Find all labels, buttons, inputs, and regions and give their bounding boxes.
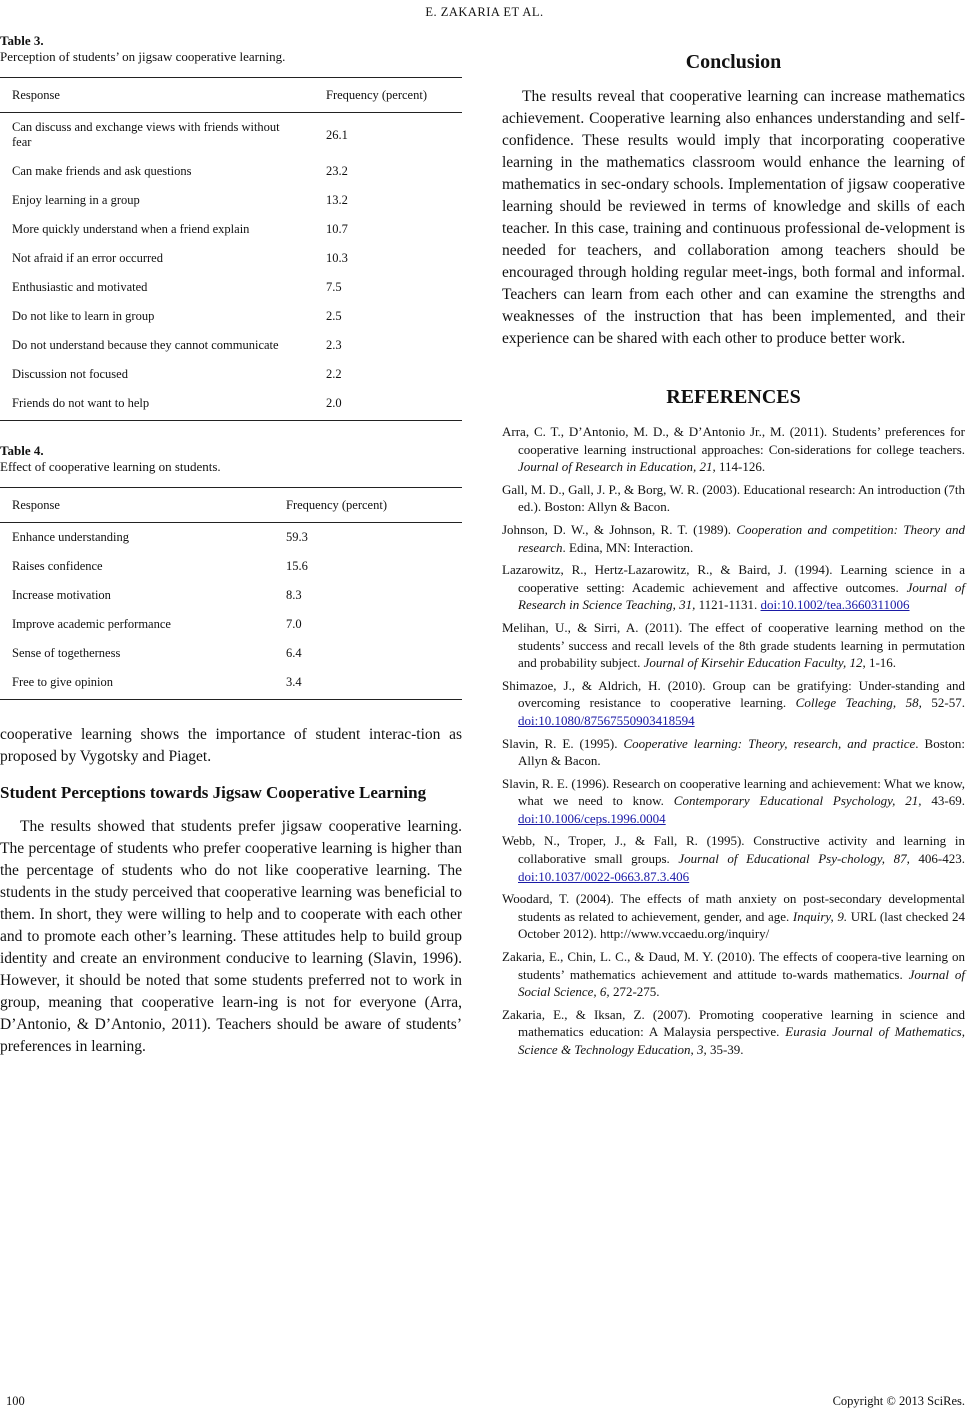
table-row bbox=[0, 360, 462, 389]
table3-header-frequency: Frequency (percent) bbox=[314, 78, 462, 113]
response-cell: Friends do not want to help bbox=[0, 389, 314, 421]
reference-pages: 52-57. bbox=[921, 695, 965, 711]
reference-source: Inquiry, 9. bbox=[792, 908, 848, 924]
frequency-cell: 7.5 bbox=[326, 280, 342, 294]
reference-pages: 1121-1131. bbox=[695, 597, 761, 613]
reference-pages: . Edina, MN: Interaction. bbox=[562, 539, 694, 555]
frequency-cell: 7.0 bbox=[286, 617, 302, 631]
table4-body bbox=[0, 523, 462, 700]
doi-link[interactable]: doi:10.1006/ceps.1996.0004 bbox=[518, 810, 666, 826]
table4 bbox=[0, 487, 462, 700]
reference-pages: 406-423. bbox=[909, 851, 965, 867]
table-row bbox=[0, 215, 462, 244]
table-row bbox=[0, 331, 462, 360]
frequency-cell: 6.4 bbox=[286, 646, 302, 660]
response-cell: Discussion not focused bbox=[12, 367, 128, 381]
table4-header-response: Response bbox=[0, 488, 274, 523]
frequency-cell: 26.1 bbox=[326, 127, 348, 142]
frequency-cell: 15.6 bbox=[286, 559, 308, 573]
table-row bbox=[0, 113, 462, 158]
reference-source: Journal of Kirsehir Education Faculty, 12, bbox=[643, 655, 866, 671]
frequency-cell: 8.3 bbox=[286, 588, 302, 602]
reference-pages: 35-39. bbox=[706, 1042, 744, 1057]
table-row bbox=[0, 581, 462, 610]
references-title: REFERENCES bbox=[666, 386, 801, 408]
response-cell: Do not understand because they cannot communicate bbox=[12, 338, 279, 352]
references-list bbox=[502, 423, 965, 1059]
reference-item bbox=[502, 521, 965, 556]
doi-link[interactable]: doi:10.1080/87567550903418594 bbox=[518, 712, 695, 728]
table-row bbox=[0, 186, 462, 215]
table-row bbox=[0, 389, 462, 421]
frequency-cell: 2.3 bbox=[326, 338, 342, 352]
table4-header-row bbox=[0, 488, 462, 523]
perceptions-paragraph: The results showed that students prefer jigsaw cooperative learning. The percentage of students who prefer cooperative learning is higher than the percentage of students who do not like cooperative learning. The students in the study perceived that cooperative learning was beneficial to them. In short, they were willing to help and to cooperate with each other and to promote each other’s learning. These attitudes help to build group identity and create an environment conducive to learning (Slavin, 1996). However, it should be noted that some students preferred not to work in group, meaning that cooperative learn-ing is not for everyone (Arra, D’Antonio, & D’Antonio, 2011). Teachers should be aware of students’ preferences in learning. bbox=[0, 818, 462, 1055]
table-row bbox=[0, 523, 462, 553]
copyright-notice: Copyright © 2013 SciRes. bbox=[832, 1394, 965, 1408]
table-row bbox=[0, 244, 462, 273]
left-column bbox=[0, 28, 462, 1058]
frequency-cell: 10.7 bbox=[326, 222, 348, 236]
continuation-paragraph: cooperative learning shows the importance of student interac-tion as proposed by Vygotsky and Piaget. bbox=[0, 726, 462, 765]
frequency-cell: 2.5 bbox=[326, 309, 342, 323]
table3-body bbox=[0, 113, 462, 421]
reference-source: Eurasia Journal of Mathematics, Science & Technology Education, 3, bbox=[518, 1024, 965, 1057]
frequency-cell: 59.3 bbox=[286, 530, 308, 544]
reference-pages: 114-126. bbox=[715, 459, 766, 475]
table3 bbox=[0, 77, 462, 421]
frequency-cell: 10.3 bbox=[326, 251, 348, 265]
reference-item bbox=[502, 832, 965, 885]
reference-text: Zakaria, E., & Iksan, Z. (2007). Promoting cooperative learning in science and mathematics education: A Malaysia perspective. bbox=[502, 1006, 965, 1040]
reference-pages: URL (last checked 24 October 2012). http://www.vccaedu.org/inquiry/ bbox=[518, 908, 966, 942]
doi-link[interactable]: doi:10.1002/tea.3660311006 bbox=[760, 597, 910, 613]
reference-source: College Teaching, 58, bbox=[795, 695, 922, 711]
table-row bbox=[0, 157, 462, 186]
reference-item bbox=[502, 481, 965, 516]
reference-item bbox=[502, 561, 965, 614]
reference-source: Cooperative learning: Theory, research, and practice bbox=[623, 735, 916, 751]
reference-text: Lazarowitz, R., Hertz-Lazarowitz, R., & Baird, J. (1994). Learning science in a cooperative setting: Academic achievement and affective outcomes. bbox=[502, 562, 965, 595]
reference-source: Journal of Research in Education, 21, bbox=[518, 459, 716, 475]
reference-text: Melihan, U., & Sirri, A. (2011). The effect of cooperative learning method on the students’ success and recall levels of the 8th grade students learning in permutation and probability subject. bbox=[502, 619, 965, 671]
reference-item bbox=[502, 423, 965, 476]
table3-caption-block bbox=[0, 33, 462, 65]
response-cell: Enjoy learning in a group bbox=[12, 193, 140, 207]
table3-header-response: Response bbox=[0, 78, 314, 113]
table3-header-row bbox=[0, 78, 462, 113]
table3-caption: Perception of students’ on jigsaw cooperative learning. bbox=[0, 49, 286, 64]
response-cell: Can make friends and ask questions bbox=[12, 164, 192, 178]
response-cell: Improve academic performance bbox=[12, 617, 171, 631]
table-row bbox=[0, 610, 462, 639]
doi-link[interactable]: doi:10.1037/0022-0663.87.3.406 bbox=[518, 868, 690, 884]
reference-pages: . Boston: Allyn & Bacon. bbox=[518, 735, 965, 769]
reference-pages: 43-69. bbox=[921, 793, 965, 809]
reference-text: Webb, N., Troper, J., & Fall, R. (1995). Constructive activity and learning in collaborative small groups. bbox=[502, 833, 965, 867]
frequency-cell: 3.4 bbox=[274, 668, 462, 700]
table4-header-frequency: Frequency (percent) bbox=[274, 488, 462, 523]
running-header: E. ZAKARIA ET AL. bbox=[425, 5, 544, 19]
reference-item bbox=[502, 1006, 965, 1059]
table4-caption-block bbox=[0, 443, 462, 475]
response-cell: More quickly understand when a friend explain bbox=[12, 222, 250, 236]
response-cell: Free to give opinion bbox=[0, 668, 274, 700]
reference-item bbox=[502, 948, 965, 1001]
table-row bbox=[0, 668, 462, 700]
subsection-title: Student Perceptions towards Jigsaw Cooperative Learning bbox=[0, 783, 427, 802]
reference-item bbox=[502, 775, 965, 828]
reference-text: Slavin, R. E. (1996). Research on cooperative learning and achievement: What we know, what we need to know. bbox=[502, 775, 965, 809]
response-cell: Do not like to learn in group bbox=[12, 309, 155, 323]
table3-label: Table 3. bbox=[0, 33, 44, 48]
reference-text: Slavin, R. E. (1995). bbox=[502, 735, 624, 751]
table4-caption: Effect of cooperative learning on students. bbox=[0, 459, 221, 474]
conclusion-paragraph: The results reveal that cooperative learning can increase mathematics achievement. Cooperative learning also enhances understanding and self-confidence. These results would imply that incorporating cooperative learning in the mathematics classroom would enhance the learning of mathematics in sec-ondary schools. Implementation of jigsaw cooperative learning should be reviewed in terms of knowledge and skills of each teacher. In this case, training and continuous professional de-velopment is needed for teachers, and collaboration among teachers should be encouraged through holding regular meet-ings, both formal and informal. Teachers can learn from each other and can examine the strengths and weaknesses of the instruction that has been implemented, and their experience can be shared with each other to produce better work. bbox=[502, 88, 965, 347]
reference-source: Cooperation and competition: Theory and research bbox=[518, 521, 965, 555]
response-cell: Enhance understanding bbox=[12, 530, 129, 544]
frequency-cell: 2.2 bbox=[326, 367, 342, 381]
right-column bbox=[502, 28, 965, 1064]
table-row bbox=[0, 639, 462, 668]
reference-pages: 272-275. bbox=[609, 984, 660, 1000]
table4-label: Table 4. bbox=[0, 443, 44, 458]
reference-text: Johnson, D. W., & Johnson, R. T. (1989). bbox=[502, 521, 737, 537]
reference-source: Journal of Educational Psy-chology, 87, bbox=[678, 851, 910, 867]
table-row bbox=[0, 273, 462, 302]
response-cell: Increase motivation bbox=[12, 588, 111, 602]
reference-text: Woodard, T. (2004). The effects of math anxiety on post-secondary developmental students as related to achievement, gender, and age. bbox=[502, 891, 965, 924]
reference-item bbox=[502, 890, 965, 943]
reference-item bbox=[502, 677, 965, 730]
reference-source: Contemporary Educational Psychology, 21, bbox=[673, 793, 922, 809]
reference-text: Zakaria, E., Chin, L. C., & Daud, M. Y. (2010). The effects of coopera-tive learning on students’ mathematics achievement and attitude to-wards mathematics. bbox=[502, 949, 965, 982]
response-cell: Sense of togetherness bbox=[12, 646, 121, 660]
reference-item bbox=[502, 735, 965, 770]
reference-text: Gall, M. D., Gall, J. P., & Borg, W. R. (2003). Educational research: An introduction (7th ed.). Boston: Allyn & Bacon. bbox=[502, 481, 966, 515]
reference-source: Journal of Social Science, 6, bbox=[518, 966, 965, 1000]
table-row bbox=[0, 552, 462, 581]
reference-source: Journal of Research in Science Teaching, 31, bbox=[518, 579, 965, 613]
page-number: 100 bbox=[6, 1394, 25, 1408]
frequency-cell: 23.2 bbox=[326, 164, 348, 178]
response-cell: Enthusiastic and motivated bbox=[12, 280, 148, 294]
response-cell: Can discuss and exchange views with friends without fear bbox=[12, 120, 280, 149]
reference-item bbox=[502, 619, 965, 672]
reference-text: Shimazoe, J., & Aldrich, H. (2010). Group can be gratifying: Under-standing and overcoming resistance to cooperative learning. bbox=[502, 677, 965, 711]
table-row bbox=[0, 302, 462, 331]
frequency-cell: 2.0 bbox=[314, 389, 462, 421]
reference-text: Arra, C. T., D’Antonio, M. D., & D’Antonio Jr., M. (2011). Students’ preferences for cooperative learning instructional approaches: Con-siderations for college teachers. bbox=[502, 424, 965, 457]
conclusion-title: Conclusion bbox=[685, 51, 782, 73]
reference-pages: 1-16. bbox=[865, 655, 897, 671]
response-cell: Not afraid if an error occurred bbox=[12, 251, 163, 265]
frequency-cell: 13.2 bbox=[326, 193, 348, 207]
response-cell: Raises confidence bbox=[12, 559, 103, 573]
